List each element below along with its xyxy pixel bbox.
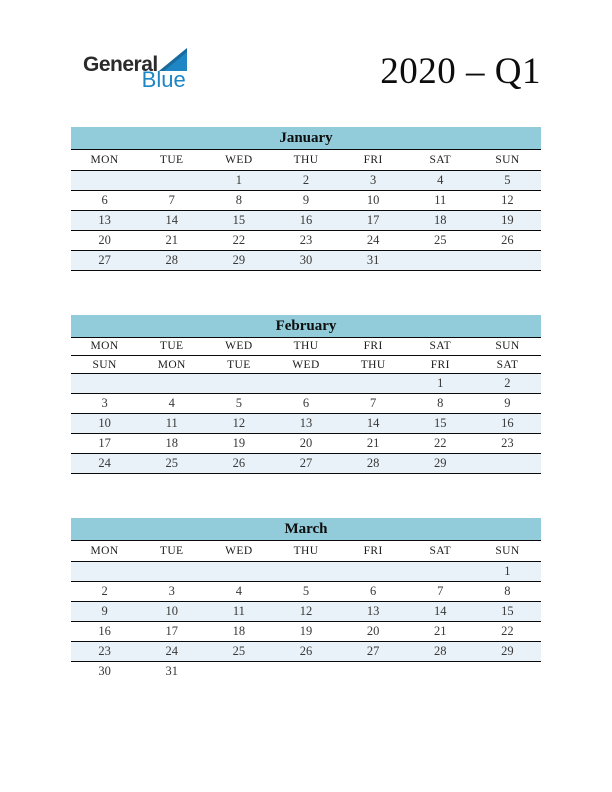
weekday-label: SAT [407, 150, 474, 170]
week-row [71, 190, 541, 210]
day-cell: 4 [407, 170, 474, 190]
day-cell: 8 [474, 581, 541, 601]
empty-day-cell [205, 661, 272, 681]
empty-day-cell [71, 170, 138, 190]
day-cell: 28 [407, 641, 474, 661]
day-cell: 22 [205, 230, 272, 250]
day-cell: 25 [138, 454, 205, 474]
day-cell: 21 [340, 434, 407, 454]
day-cell: 23 [272, 230, 339, 250]
day-cell: 14 [138, 210, 205, 230]
month-table [71, 541, 541, 681]
empty-day-cell [205, 374, 272, 394]
weekday-header [71, 541, 541, 561]
day-cell: 15 [407, 414, 474, 434]
day-cell: 31 [340, 250, 407, 270]
day-cell: 5 [272, 581, 339, 601]
day-cell: 13 [340, 601, 407, 621]
day-cell: 1 [474, 561, 541, 581]
day-cell: 30 [272, 250, 339, 270]
day-cell: 22 [474, 621, 541, 641]
day-cell: 6 [340, 581, 407, 601]
day-cell: 14 [340, 414, 407, 434]
weekday-label: THU [272, 541, 339, 561]
day-cell: 8 [205, 190, 272, 210]
week-row [71, 601, 541, 621]
day-cell: 2 [272, 170, 339, 190]
empty-day-cell [474, 250, 541, 270]
weekday-label: WED [205, 338, 272, 356]
empty-day-cell [407, 661, 474, 681]
weekday-label: SAT [407, 541, 474, 561]
week-row [71, 581, 541, 601]
empty-day-cell [272, 561, 339, 581]
day-cell: 1 [407, 374, 474, 394]
week-row [71, 661, 541, 681]
weekday-label: TUE [138, 150, 205, 170]
weekday-label: FRI [340, 541, 407, 561]
month-title: March [284, 521, 328, 537]
weekday-header-row [71, 150, 541, 170]
week-row [71, 210, 541, 230]
day-cell: 28 [138, 250, 205, 270]
weekday-label: MON [71, 541, 138, 561]
weekday-label: SUN [474, 338, 541, 356]
weekday-label: WED [272, 356, 339, 374]
day-cell: 13 [272, 414, 339, 434]
day-cell: 10 [138, 601, 205, 621]
week-row [71, 374, 541, 394]
weekday-label: SAT [474, 356, 541, 374]
day-cell: 24 [71, 454, 138, 474]
week-row [71, 561, 541, 581]
empty-day-cell [205, 561, 272, 581]
day-cell: 19 [272, 621, 339, 641]
day-cell: 4 [205, 581, 272, 601]
weekday-header-row [71, 338, 541, 356]
day-cell: 11 [407, 190, 474, 210]
month-section-february [71, 315, 541, 475]
week-row [71, 250, 541, 270]
day-cell: 26 [272, 641, 339, 661]
day-cell: 18 [138, 434, 205, 454]
day-cell: 15 [474, 601, 541, 621]
weekday-label: WED [205, 150, 272, 170]
weekday-label: FRI [340, 338, 407, 356]
day-cell: 28 [340, 454, 407, 474]
day-cell: 19 [474, 210, 541, 230]
day-cell: 31 [165, 663, 178, 678]
day-cell: 6 [272, 394, 339, 414]
day-cell: 10 [71, 414, 138, 434]
day-cell: 17 [138, 621, 205, 641]
day-cell: 18 [407, 210, 474, 230]
dates-grid [71, 561, 541, 681]
weekday-label: TUE [138, 338, 205, 356]
day-cell: 24 [340, 230, 407, 250]
day-cell: 2 [71, 581, 138, 601]
day-cell: 17 [71, 434, 138, 454]
empty-day-cell [71, 561, 138, 581]
weekday-label: TUE [138, 541, 205, 561]
day-cell: 7 [407, 581, 474, 601]
week-row [71, 170, 541, 190]
day-cell: 3 [71, 394, 138, 414]
weekday-label: MON [138, 356, 205, 374]
dates-grid [71, 374, 541, 474]
weekday-label: THU [272, 150, 339, 170]
weekday-header-row [71, 356, 541, 374]
empty-day-cell [474, 661, 541, 681]
day-cell: 25 [205, 641, 272, 661]
weekday-label: TUE [205, 356, 272, 374]
month-title-band [71, 518, 541, 541]
empty-day-cell [138, 374, 205, 394]
day-cell: 16 [272, 210, 339, 230]
week-row [71, 434, 541, 454]
day-cell: 7 [340, 394, 407, 414]
day-cell: 20 [340, 621, 407, 641]
month-title: February [275, 317, 337, 334]
empty-day-cell [272, 661, 339, 681]
day-cell: 20 [71, 230, 138, 250]
page-title: 2020 – Q1 [380, 51, 541, 92]
day-cell: 5 [474, 170, 541, 190]
day-cell: 27 [340, 641, 407, 661]
day-cell: 3 [138, 581, 205, 601]
weekday-label: MON [71, 150, 138, 170]
month-table [71, 150, 541, 271]
day-cell: 22 [407, 434, 474, 454]
day-cell: 9 [272, 190, 339, 210]
general-blue-logo [83, 48, 187, 91]
weekday-label: FRI [407, 356, 474, 374]
empty-day-cell [340, 561, 407, 581]
empty-day-cell [407, 561, 474, 581]
day-cell: 12 [272, 601, 339, 621]
weekday-header [71, 338, 541, 374]
day-cell: 18 [205, 621, 272, 641]
day-cell: 11 [205, 601, 272, 621]
month-section-march [71, 518, 541, 681]
empty-day-cell [71, 374, 138, 394]
day-cell: 20 [272, 434, 339, 454]
day-cell: 25 [407, 230, 474, 250]
week-row [71, 454, 541, 474]
month-table [71, 338, 541, 475]
day-cell: 12 [205, 414, 272, 434]
day-cell: 13 [71, 210, 138, 230]
day-cell: 5 [205, 394, 272, 414]
day-cell: 9 [474, 394, 541, 414]
month-title: January [279, 130, 333, 146]
logo-text-general: General [83, 53, 158, 76]
day-cell: 12 [474, 190, 541, 210]
empty-day-cell [340, 661, 407, 681]
empty-day-cell [138, 170, 205, 190]
day-cell: 3 [340, 170, 407, 190]
day-cell: 7 [138, 190, 205, 210]
day-cell: 16 [474, 414, 541, 434]
day-cell: 24 [138, 641, 205, 661]
day-cell: 19 [205, 434, 272, 454]
empty-day-cell [474, 454, 541, 474]
day-cell: 16 [71, 621, 138, 641]
day-cell: 26 [205, 454, 272, 474]
empty-day-cell [407, 250, 474, 270]
day-cell: 9 [71, 601, 138, 621]
masthead [71, 0, 541, 100]
weekday-header [71, 150, 541, 170]
week-row [71, 621, 541, 641]
week-row [71, 230, 541, 250]
week-row [71, 394, 541, 414]
month-title-band [71, 127, 541, 150]
weekday-label: WED [205, 541, 272, 561]
logo-text-blue: Blue [141, 67, 186, 92]
day-cell: 26 [474, 230, 541, 250]
week-row [71, 641, 541, 661]
day-cell: 30 [98, 663, 111, 678]
month-section-january [71, 127, 541, 271]
day-cell: 11 [138, 414, 205, 434]
day-cell: 14 [407, 601, 474, 621]
day-cell: 29 [474, 641, 541, 661]
day-cell: 29 [205, 250, 272, 270]
weekday-label: MON [71, 338, 138, 356]
day-cell: 17 [340, 210, 407, 230]
day-cell: 1 [205, 170, 272, 190]
weekday-label: SUN [474, 541, 541, 561]
empty-day-cell [340, 374, 407, 394]
day-cell: 21 [407, 621, 474, 641]
week-row [71, 414, 541, 434]
empty-day-cell [272, 374, 339, 394]
day-cell: 21 [138, 230, 205, 250]
weekday-label: FRI [340, 150, 407, 170]
day-cell: 29 [407, 454, 474, 474]
month-title-band [71, 315, 541, 338]
day-cell: 15 [205, 210, 272, 230]
day-cell: 23 [474, 434, 541, 454]
dates-grid [71, 170, 541, 270]
day-cell: 6 [71, 190, 138, 210]
weekday-label: THU [340, 356, 407, 374]
day-cell: 10 [340, 190, 407, 210]
day-cell: 23 [71, 641, 138, 661]
weekday-header-row [71, 541, 541, 561]
empty-day-cell [138, 561, 205, 581]
weekday-label: SUN [474, 150, 541, 170]
weekday-label: SAT [407, 338, 474, 356]
day-cell: 27 [71, 250, 138, 270]
day-cell: 8 [407, 394, 474, 414]
day-cell: 27 [272, 454, 339, 474]
day-cell: 2 [474, 374, 541, 394]
day-cell: 4 [138, 394, 205, 414]
weekday-label: SUN [71, 356, 138, 374]
weekday-label: THU [272, 338, 339, 356]
